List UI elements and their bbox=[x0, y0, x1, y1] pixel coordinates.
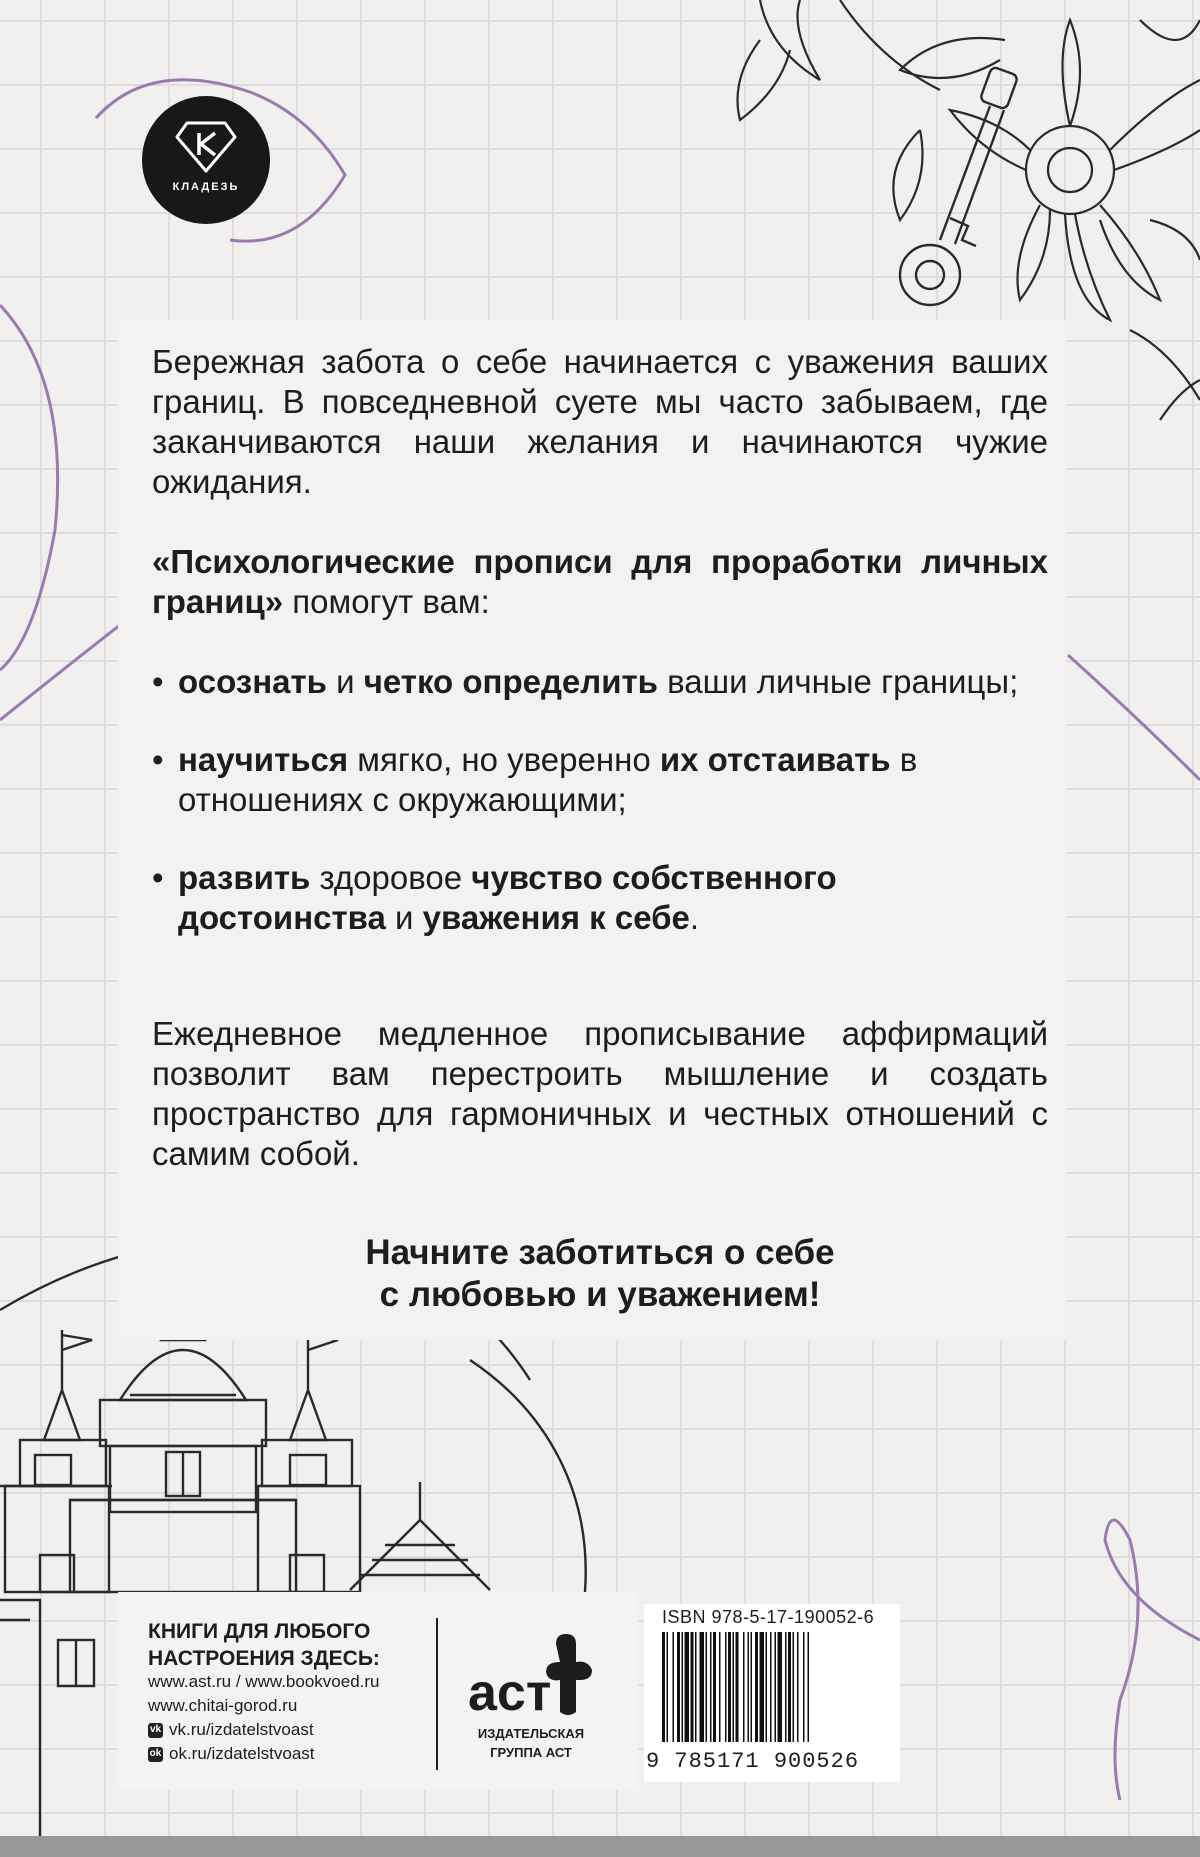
barcode-digits: 9 785171 900526 bbox=[646, 1749, 860, 1774]
ast-logo-text: аст bbox=[468, 1664, 552, 1722]
bullet-emphasis: четко определить bbox=[363, 663, 658, 700]
website-link[interactable]: www.ast.ru / www.bookvoed.ru bbox=[148, 1672, 380, 1691]
bullet-text: и bbox=[385, 899, 423, 936]
benefits-list bbox=[152, 662, 1048, 976]
bullet-text: здоровое bbox=[310, 859, 472, 896]
closing-callout bbox=[240, 1232, 960, 1316]
social-link-text: vk.ru/izdatelstvoast bbox=[169, 1720, 314, 1739]
intro-paragraph: Бережная забота о себе начинается с уважения ваших границ. В повседневной суете мы часто забываем, где заканчиваются наши желания и начинаются чужие ожидания. bbox=[152, 343, 1048, 500]
bullet-emphasis: чувство собственного достоинства bbox=[178, 859, 837, 936]
summary-paragraph: Ежедневное медленное прописывание аффирмаций позволит вам перестроить мышление и создать пространство для гармоничных и честных отношений с самим собой. bbox=[152, 1015, 1048, 1172]
bullet-text: ваши личные границы; bbox=[657, 663, 1019, 700]
bullet-emphasis: развить bbox=[178, 859, 311, 896]
bullet-emphasis: уважения к себе bbox=[422, 899, 690, 936]
bullet-text: в отношениях с окружающими; bbox=[178, 741, 918, 818]
diamond-k-icon bbox=[175, 121, 237, 173]
publisher-links bbox=[148, 1670, 379, 1766]
ok-icon: ok bbox=[148, 1747, 163, 1762]
closing-line: Начните заботиться о себе bbox=[365, 1233, 835, 1272]
publisher-caption: ИЗДАТЕЛЬСКАЯ ГРУППА АСТ bbox=[477, 1726, 585, 1760]
bullet-emphasis: научиться bbox=[178, 741, 349, 778]
bottom-strip bbox=[0, 1836, 1200, 1857]
list-item bbox=[152, 858, 1048, 938]
isbn-label: ISBN 978-5-17-190052-6 bbox=[662, 1607, 875, 1627]
vk-icon: vk bbox=[148, 1723, 163, 1738]
social-link-ok[interactable] bbox=[148, 1742, 379, 1766]
logo-label: КЛАДЕЗЬ bbox=[172, 181, 240, 193]
book-title: «Психологические прописи для проработки личных границ» bbox=[152, 543, 1048, 620]
list-item bbox=[152, 740, 1048, 820]
bullet-emphasis: их отстаивать bbox=[659, 741, 891, 778]
barcode-icon bbox=[660, 1632, 886, 1742]
bullet-text: мягко, но уверенно bbox=[348, 741, 660, 778]
bullet-emphasis: осознать bbox=[178, 663, 327, 700]
bullet-text: . bbox=[689, 899, 700, 936]
social-link-vk[interactable] bbox=[148, 1718, 379, 1742]
divider bbox=[436, 1618, 438, 1770]
bullet-text: и bbox=[326, 663, 364, 700]
promo-heading: КНИГИ ДЛЯ ЛЮБОГО НАСТРОЕНИЯ ЗДЕСЬ: bbox=[148, 1620, 380, 1670]
lead-paragraph bbox=[152, 542, 1048, 622]
social-link-text: ok.ru/izdatelstvoast bbox=[169, 1744, 315, 1763]
closing-line: с любовью и уважением! bbox=[379, 1275, 821, 1314]
list-item bbox=[152, 662, 1048, 702]
ast-logo bbox=[464, 1626, 598, 1724]
lead-tail: помогут вам: bbox=[283, 583, 490, 620]
kladez-logo bbox=[142, 96, 270, 224]
website-link[interactable]: www.chitai-gorod.ru bbox=[148, 1696, 298, 1715]
